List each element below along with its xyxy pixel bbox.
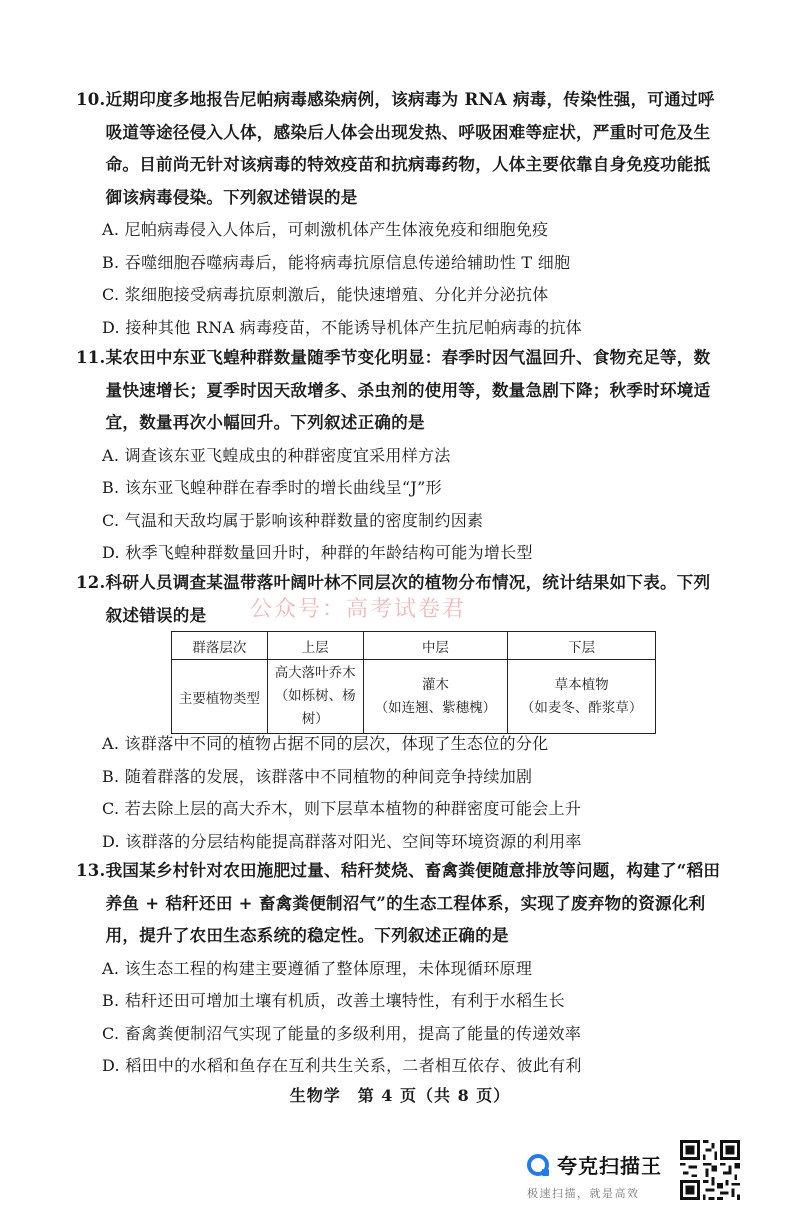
option-d: D. 稻田中的水稻和鱼存在互利共生关系，二者相互依存、彼此有利	[102, 1056, 582, 1075]
question-11	[76, 342, 726, 570]
question-number: 10.	[76, 90, 106, 109]
table-header-cell: 群落层次	[172, 632, 268, 660]
option-d: D. 秋季飞蝗种群数量回升时，种群的年龄结构可能为增长型	[102, 543, 533, 562]
table-header-cell: 下层	[508, 632, 656, 660]
watermark: 公众号：高考试卷君	[250, 597, 467, 622]
option-c: C. 若去除上层的高大乔木，则下层草本植物的种群密度可能会上升	[102, 799, 582, 818]
question-number: 11.	[76, 348, 106, 367]
scanner-slogan: 极速扫描，就是高效	[527, 1187, 640, 1200]
option-a: A. 调查该东亚飞蝗成虫的种群密度宜采用样方法	[102, 445, 451, 465]
question-13	[76, 855, 726, 1083]
question-10	[76, 84, 726, 344]
question-stem: 近期印度多地报告尼帕病毒感染病例，该病毒为 RNA 病毒，传染性强，可通过呼吸道等途径侵入人体，感染后人体会出现发热、呼吸困难等症状，严重时可危及生命。目前尚无针对该病毒的特效疫苗和抗病毒药物，人体主要依靠自身免疫功能抵御该病毒侵染。下列叙述错误的是	[105, 90, 715, 207]
plant-type: 草本植物	[554, 676, 609, 693]
qr-code-icon	[680, 1140, 740, 1200]
option-d: D. 接种其他 RNA 病毒疫苗，不能诱导机体产生抗尼帕病毒的抗体	[102, 317, 583, 337]
table-cell	[508, 660, 656, 734]
option-a: A. 尼帕病毒侵入人体后，可刺激机体产生体液免疫和细胞免疫	[102, 220, 549, 239]
option-c: C. 畜禽粪便制沼气实现了能量的多级利用，提高了能量的传递效率	[102, 1023, 582, 1043]
option-c: C. 浆细胞接受病毒抗原刺激后，能快速增殖、分化并分泌抗体	[102, 285, 549, 304]
question-stem: 我国某乡村针对农田施肥过量、秸秆焚烧、畜禽粪便随意排放等问题，构建了“稻田养鱼 + 秸秆还田 + 畜禽粪便制沼气”的生态工程体系，实现了废弃物的资源化利用，提升了农田生态系统的稳定性。下列叙述正确的是	[105, 861, 721, 945]
table-row	[172, 660, 656, 734]
plant-distribution-table	[171, 631, 656, 734]
question-12-options	[76, 728, 726, 858]
option-c: C. 气温和天敌均属于影响该种群数量的密度制约因素	[102, 510, 484, 530]
plant-type: 灌木	[421, 676, 449, 693]
table-row-label: 主要植物类型	[172, 660, 268, 734]
question-stem: 某农田中东亚飞蝗种群数量随季节变化明显：春季时因气温回升、食物充足等，数量快速增长；夏季时因天敌增多、杀虫剂的使用等，数量急剧下降；秋季时环境适宜，数量再次小幅回升。下列叙述正确的是	[105, 348, 711, 432]
option-b: B. 该东亚飞蝗种群在春季时的增长曲线呈“J”形	[102, 478, 442, 497]
table-header-cell: 中层	[363, 632, 508, 660]
question-number: 13.	[76, 861, 106, 880]
table-header-row	[172, 632, 656, 660]
page-footer: 生物学 第 4 页（共 8 页）	[289, 1086, 511, 1105]
question-stem: 科研人员调查某温带落叶阔叶林不同层次的植物分布情况，统计结果如下表。下列叙述错误的是	[105, 573, 711, 625]
scanner-brand	[527, 1150, 672, 1201]
plant-type: 高大落叶乔木	[274, 665, 356, 681]
option-a: A. 该生态工程的构建主要遵循了整体原理，未体现循环原理	[102, 958, 533, 978]
option-b: B. 随着群落的发展，该群落中不同植物的种间竞争持续加剧	[102, 766, 533, 786]
option-b: B. 吞噬细胞吞噬病毒后，能将病毒抗原信息传递给辅助性 T 细胞	[102, 252, 571, 272]
scanner-name: 夸克扫描王	[557, 1154, 662, 1178]
table-cell	[267, 660, 363, 734]
question-number: 12.	[76, 573, 106, 592]
option-b: B. 秸秆还田可增加土壤有机质，改善土壤特性，有利于水稻生长	[102, 991, 565, 1010]
plant-examples: （如麦冬、酢浆草）	[520, 699, 643, 716]
option-d: D. 该群落的分层结构能提高群落对阳光、空间等环境资源的利用率	[102, 831, 582, 851]
option-a: A. 该群落中不同的植物占据不同的层次，体现了生态位的分化	[102, 734, 549, 753]
quark-logo-icon	[527, 1154, 549, 1176]
table-cell	[363, 660, 508, 734]
plant-examples: （如连翘、紫穗槐）	[374, 699, 497, 716]
table-header-cell: 上层	[267, 632, 363, 660]
plant-examples: （如栎树、杨树）	[274, 688, 356, 727]
